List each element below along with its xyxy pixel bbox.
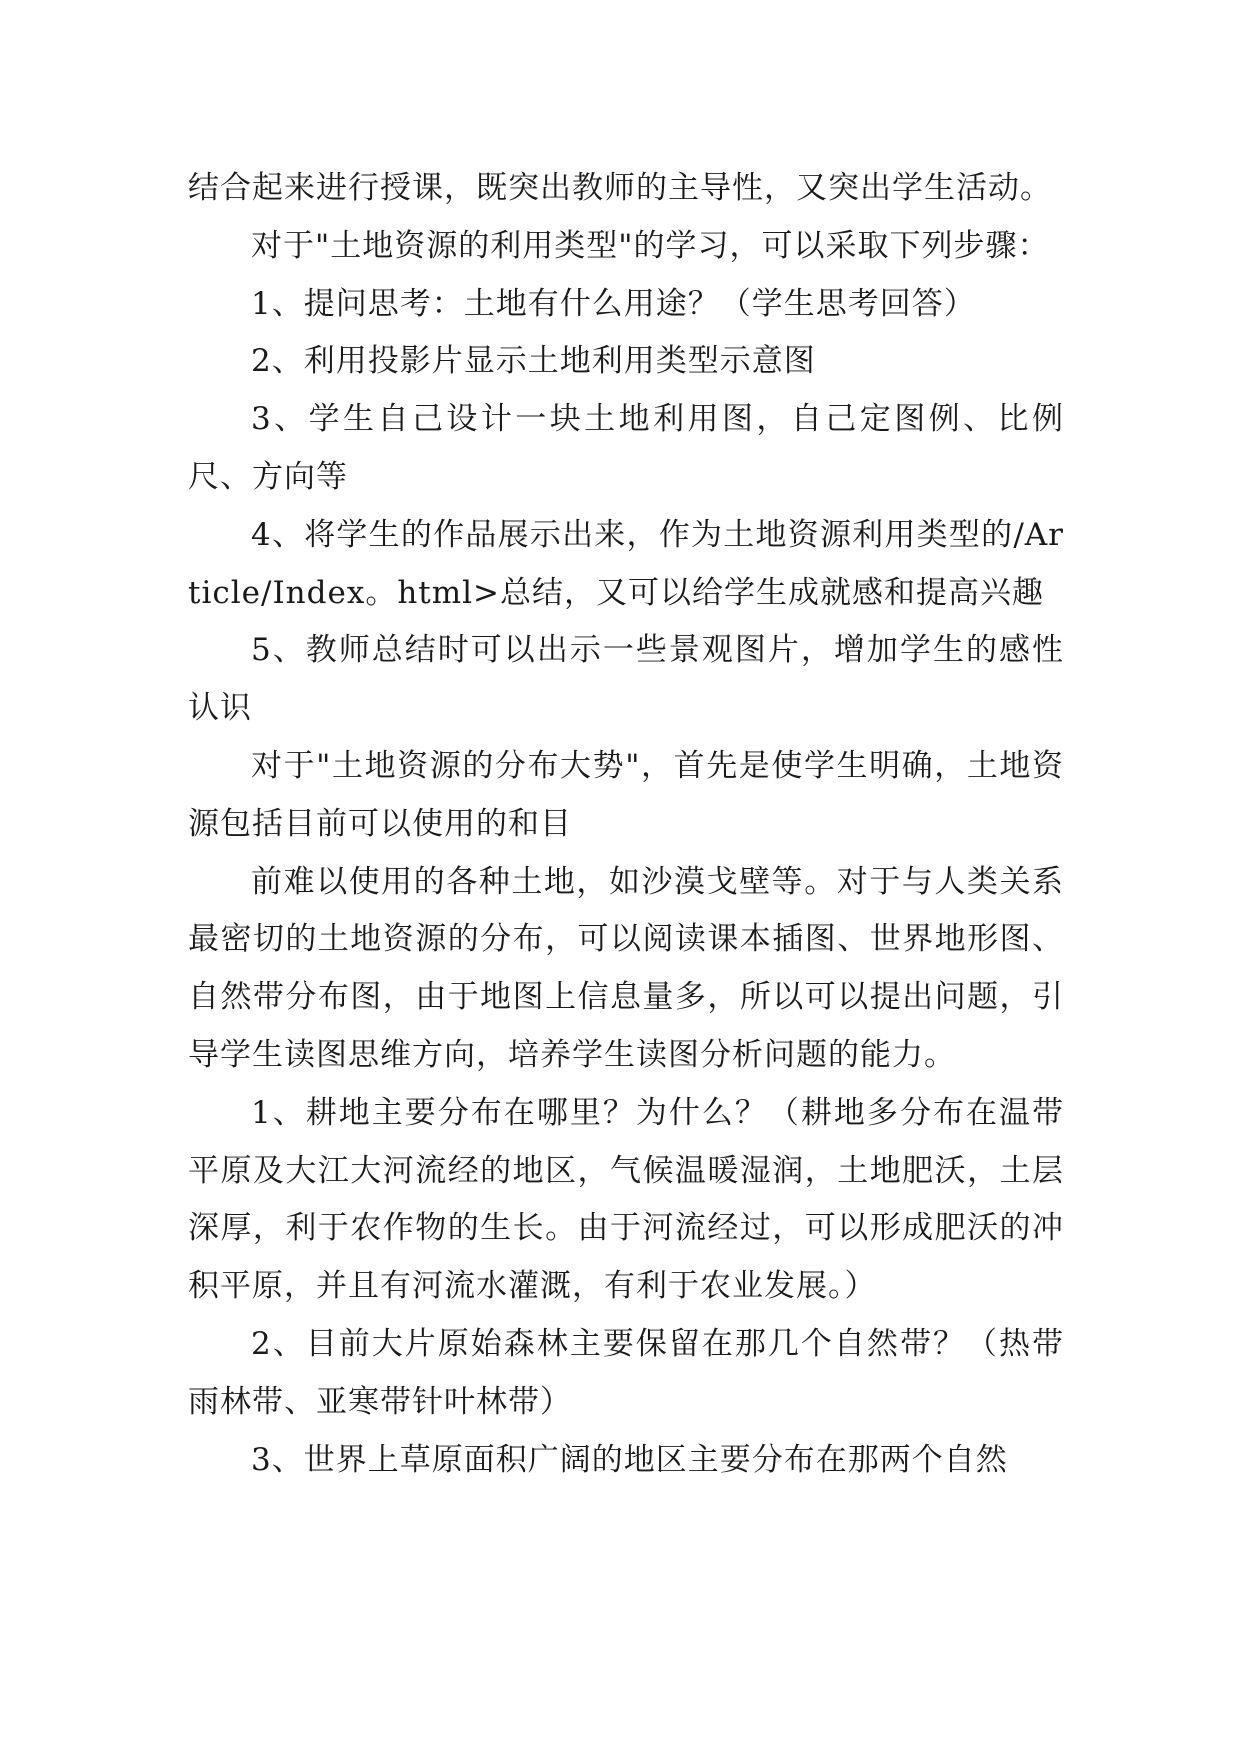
list-item: 5、教师总结时可以出示一些景观图片，增加学生的感性认识 bbox=[188, 632, 1064, 727]
list-item: 1、提问思考：土地有什么用途？（学生思考回答） bbox=[251, 285, 976, 322]
paragraph: 前难以使用的各种土地，如沙漠戈壁等。对于与人类关系最密切的土地资源的分布，可以阅读课本插图、世界地形图、自然带分布图，由于地图上信息量多，所以可以提出问题，引导学生读图思维方向，培养学生读图分析问题的能力。 bbox=[188, 863, 1064, 1073]
document-body bbox=[188, 160, 1064, 1489]
list-item: 3、世界上草原面积广阔的地区主要分布在那两个自然 bbox=[251, 1441, 1008, 1478]
list-item: 2、目前大片原始森林主要保留在那几个自然带？（热带雨林带、亚寒带针叶林带） bbox=[188, 1325, 1064, 1420]
list-item: 1、耕地主要分布在哪里？为什么？（耕地多分布在温带平原及大江大河流经的地区，气候温暖湿润，土地肥沃，土层深厚，利于农作物的生长。由于河流经过，可以形成肥沃的冲积平原，并且有河流水灌溉，有利于农业发展。） bbox=[188, 1094, 1064, 1305]
list-item: 3、学生自己设计一块土地利用图，自己定图例、比例尺、方向等 bbox=[188, 401, 1064, 495]
paragraph: 结合起来进行授课，既突出教师的主导性，又突出学生活动。 bbox=[188, 170, 1052, 206]
paragraph: 对于"土地资源的利用类型"的学习，可以采取下列步骤： bbox=[251, 227, 1050, 264]
paragraph: 对于"土地资源的分布大势"，首先是使学生明确，土地资源包括目前可以使用的和目 bbox=[188, 747, 1064, 842]
list-item: 2、利用投影片显示土地利用类型示意图 bbox=[251, 343, 816, 380]
list-item: 4、将学生的作品展示出来，作为土地资源利用类型的/Article/Index。html>总结，又可以给学生成就感和提高兴趣 bbox=[188, 516, 1064, 611]
